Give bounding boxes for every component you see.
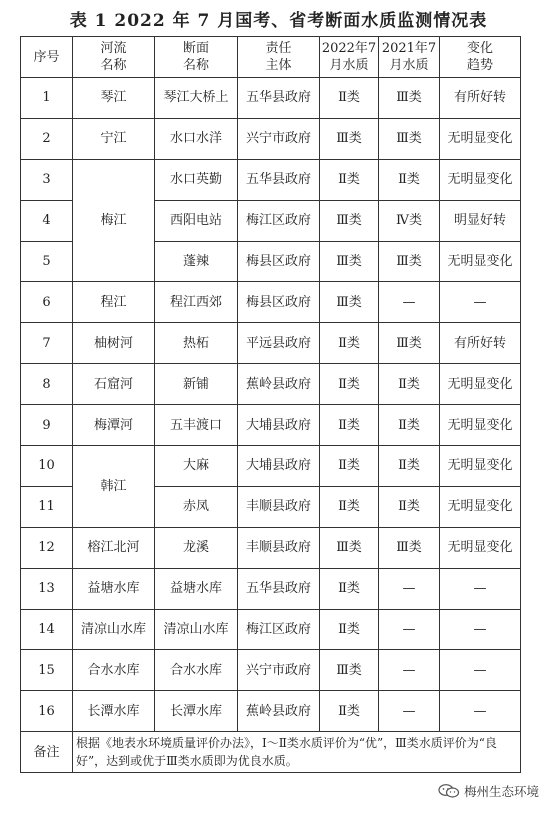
responsible-cell: 蕉岭县政府 bbox=[238, 691, 320, 732]
section-cell: 程江西郊 bbox=[155, 282, 238, 323]
table-row bbox=[21, 650, 521, 691]
section-cell: 大麻 bbox=[155, 446, 238, 487]
quality-2022-cell: Ⅱ类 bbox=[320, 364, 379, 405]
seq-cell: 11 bbox=[21, 486, 73, 527]
header-seq: 序号 bbox=[21, 37, 73, 78]
river-cell: 韩江 bbox=[73, 446, 155, 528]
quality-2022-cell: Ⅱ类 bbox=[320, 486, 379, 527]
river-cell: 长潭水库 bbox=[73, 691, 155, 732]
quality-2021-cell: Ⅲ类 bbox=[379, 241, 440, 282]
quality-2022-cell: Ⅲ类 bbox=[320, 282, 379, 323]
responsible-cell: 丰顺县政府 bbox=[238, 486, 320, 527]
responsible-cell: 梅江区政府 bbox=[238, 609, 320, 650]
trend-cell: 无明显变化 bbox=[440, 241, 521, 282]
quality-2022-cell: Ⅱ类 bbox=[320, 78, 379, 119]
quality-2022-cell: Ⅲ类 bbox=[320, 118, 379, 159]
trend-cell: 无明显变化 bbox=[440, 405, 521, 446]
quality-2022-cell: Ⅱ类 bbox=[320, 446, 379, 487]
section-cell: 水口英勤 bbox=[155, 159, 238, 200]
river-cell: 琴江 bbox=[73, 78, 155, 119]
note-label: 备注 bbox=[21, 732, 73, 773]
quality-2021-cell: Ⅱ类 bbox=[379, 486, 440, 527]
quality-2021-cell: Ⅱ类 bbox=[379, 405, 440, 446]
table-row bbox=[21, 78, 521, 119]
water-quality-table bbox=[20, 36, 521, 773]
quality-2021-cell: — bbox=[379, 568, 440, 609]
section-cell: 合水水库 bbox=[155, 650, 238, 691]
river-cell: 益塘水库 bbox=[73, 568, 155, 609]
seq-cell: 13 bbox=[21, 568, 73, 609]
header-responsible: 责任 主体 bbox=[238, 37, 320, 78]
responsible-cell: 梅县区政府 bbox=[238, 282, 320, 323]
quality-2022-cell: Ⅱ类 bbox=[320, 691, 379, 732]
seq-cell: 9 bbox=[21, 405, 73, 446]
section-cell: 水口水洋 bbox=[155, 118, 238, 159]
quality-2022-cell: Ⅲ类 bbox=[320, 200, 379, 241]
seq-cell: 5 bbox=[21, 241, 73, 282]
responsible-cell: 五华县政府 bbox=[238, 159, 320, 200]
trend-cell: 无明显变化 bbox=[440, 527, 521, 568]
section-cell: 热柘 bbox=[155, 323, 238, 364]
trend-cell: 有所好转 bbox=[440, 78, 521, 119]
quality-2022-cell: Ⅱ类 bbox=[320, 609, 379, 650]
quality-2021-cell: Ⅳ类 bbox=[379, 200, 440, 241]
river-cell: 程江 bbox=[73, 282, 155, 323]
responsible-cell: 丰顺县政府 bbox=[238, 527, 320, 568]
river-cell: 柚树河 bbox=[73, 323, 155, 364]
river-cell: 梅潭河 bbox=[73, 405, 155, 446]
table-row bbox=[21, 159, 521, 200]
trend-cell: 无明显变化 bbox=[440, 159, 521, 200]
section-cell: 益塘水库 bbox=[155, 568, 238, 609]
trend-cell: — bbox=[440, 568, 521, 609]
table-row bbox=[21, 527, 521, 568]
trend-cell: — bbox=[440, 282, 521, 323]
river-cell: 梅江 bbox=[73, 159, 155, 282]
table-row bbox=[21, 405, 521, 446]
quality-2022-cell: Ⅱ类 bbox=[320, 159, 379, 200]
responsible-cell: 大埔县政府 bbox=[238, 446, 320, 487]
table-row bbox=[21, 568, 521, 609]
header-river: 河流 名称 bbox=[73, 37, 155, 78]
trend-cell: 无明显变化 bbox=[440, 364, 521, 405]
table-title: 表 1 2022 年 7 月国考、省考断面水质监测情况表 bbox=[69, 11, 488, 31]
responsible-cell: 梅江区政府 bbox=[238, 200, 320, 241]
wechat-icon bbox=[438, 784, 460, 798]
seq-cell: 1 bbox=[21, 78, 73, 119]
trend-cell: 无明显变化 bbox=[440, 486, 521, 527]
quality-2021-cell: — bbox=[379, 650, 440, 691]
responsible-cell: 梅县区政府 bbox=[238, 241, 320, 282]
quality-2021-cell: Ⅱ类 bbox=[379, 446, 440, 487]
quality-2021-cell: — bbox=[379, 691, 440, 732]
watermark-text: 梅州生态环境 bbox=[463, 784, 539, 799]
responsible-cell: 蕉岭县政府 bbox=[238, 364, 320, 405]
responsible-cell: 五华县政府 bbox=[238, 568, 320, 609]
quality-2021-cell: Ⅱ类 bbox=[379, 159, 440, 200]
trend-cell: 无明显变化 bbox=[440, 118, 521, 159]
quality-2022-cell: Ⅲ类 bbox=[320, 241, 379, 282]
section-cell: 西阳电站 bbox=[155, 200, 238, 241]
responsible-cell: 兴宁市政府 bbox=[238, 650, 320, 691]
seq-cell: 6 bbox=[21, 282, 73, 323]
seq-cell: 4 bbox=[21, 200, 73, 241]
header-trend: 变化 趋势 bbox=[440, 37, 521, 78]
header-section: 断面 名称 bbox=[155, 37, 238, 78]
river-cell: 宁江 bbox=[73, 118, 155, 159]
header-quality-2021: 2021年7 月水质 bbox=[379, 37, 440, 78]
note-text: 根据《地表水环境质量评价办法》，Ⅰ～Ⅱ类水质评价为“优”，Ⅲ类水质评价为“良好”，达到或优于Ⅲ类水质即为优良水质。 bbox=[73, 732, 521, 773]
river-cell: 合水水库 bbox=[73, 650, 155, 691]
river-cell: 清凉山水库 bbox=[73, 609, 155, 650]
seq-cell: 15 bbox=[21, 650, 73, 691]
header-quality-2022: 2022年7 月水质 bbox=[320, 37, 379, 78]
trend-cell: — bbox=[440, 609, 521, 650]
trend-cell: 无明显变化 bbox=[440, 446, 521, 487]
trend-cell: 有所好转 bbox=[440, 323, 521, 364]
responsible-cell: 大埔县政府 bbox=[238, 405, 320, 446]
seq-cell: 2 bbox=[21, 118, 73, 159]
quality-2022-cell: Ⅱ类 bbox=[320, 568, 379, 609]
header-row bbox=[21, 37, 521, 78]
quality-2021-cell: Ⅲ类 bbox=[379, 118, 440, 159]
quality-2021-cell: Ⅱ类 bbox=[379, 364, 440, 405]
seq-cell: 16 bbox=[21, 691, 73, 732]
trend-cell: — bbox=[440, 650, 521, 691]
quality-2021-cell: — bbox=[379, 282, 440, 323]
quality-2021-cell: Ⅲ类 bbox=[379, 78, 440, 119]
trend-cell: — bbox=[440, 691, 521, 732]
section-cell: 琴江大桥上 bbox=[155, 78, 238, 119]
responsible-cell: 五华县政府 bbox=[238, 78, 320, 119]
table-row bbox=[21, 323, 521, 364]
seq-cell: 14 bbox=[21, 609, 73, 650]
table-row bbox=[21, 691, 521, 732]
watermark bbox=[438, 782, 539, 800]
quality-2022-cell: Ⅲ类 bbox=[320, 650, 379, 691]
seq-cell: 8 bbox=[21, 364, 73, 405]
section-cell: 蓬辣 bbox=[155, 241, 238, 282]
river-cell: 榕江北河 bbox=[73, 527, 155, 568]
quality-2022-cell: Ⅱ类 bbox=[320, 405, 379, 446]
quality-2021-cell: Ⅲ类 bbox=[379, 323, 440, 364]
section-cell: 新铺 bbox=[155, 364, 238, 405]
table-row bbox=[21, 118, 521, 159]
seq-cell: 12 bbox=[21, 527, 73, 568]
table-row bbox=[21, 446, 521, 487]
quality-2022-cell: Ⅲ类 bbox=[320, 527, 379, 568]
trend-cell: 明显好转 bbox=[440, 200, 521, 241]
responsible-cell: 平远县政府 bbox=[238, 323, 320, 364]
table-row bbox=[21, 364, 521, 405]
section-cell: 赤凤 bbox=[155, 486, 238, 527]
section-cell: 五丰渡口 bbox=[155, 405, 238, 446]
seq-cell: 10 bbox=[21, 446, 73, 487]
quality-2021-cell: Ⅲ类 bbox=[379, 527, 440, 568]
section-cell: 长潭水库 bbox=[155, 691, 238, 732]
table-row bbox=[21, 282, 521, 323]
river-cell: 石窟河 bbox=[73, 364, 155, 405]
section-cell: 龙溪 bbox=[155, 527, 238, 568]
quality-2022-cell: Ⅱ类 bbox=[320, 323, 379, 364]
table-row bbox=[21, 609, 521, 650]
seq-cell: 3 bbox=[21, 159, 73, 200]
responsible-cell: 兴宁市政府 bbox=[238, 118, 320, 159]
section-cell: 清凉山水库 bbox=[155, 609, 238, 650]
note-row bbox=[21, 732, 521, 773]
quality-2021-cell: — bbox=[379, 609, 440, 650]
seq-cell: 7 bbox=[21, 323, 73, 364]
